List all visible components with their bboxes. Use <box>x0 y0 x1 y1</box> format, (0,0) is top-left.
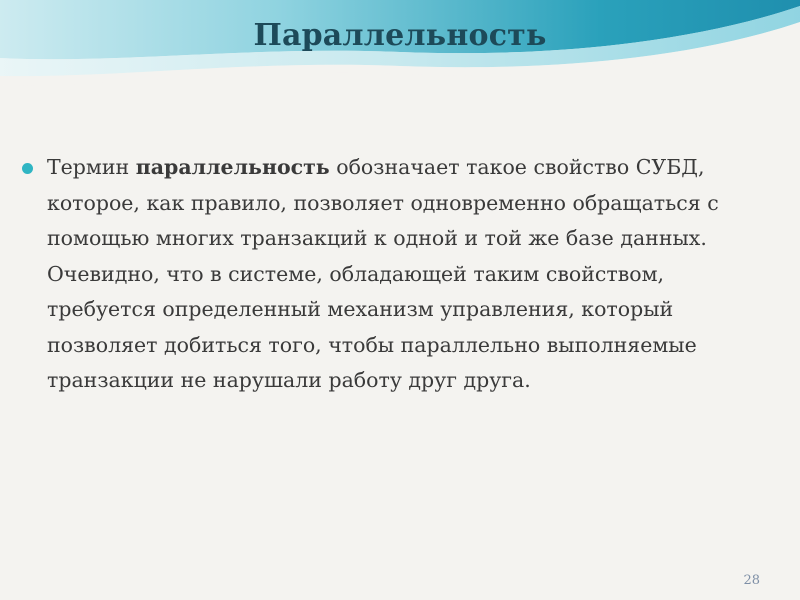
bullet-text <box>47 150 762 399</box>
page-number: 28 <box>743 573 760 588</box>
bullet-text-bold-term: параллельность <box>135 155 330 179</box>
bullet-text-before: Термин <box>47 155 136 179</box>
slide-title: Параллельность <box>253 18 547 53</box>
bullet-text-after: обозначает такое свойство СУБД, которое, как правило, позволяет одновременно обращаться с помощью многих транзакций к одной и той же базе данных. Очевидно, что в системе, обладающей таким свойством, требуется определенный механизм управления, который позволяет добиться того, чтобы параллельно выполняемые транзакции не нарушали работу друг друга. <box>47 155 719 392</box>
bullet-item <box>22 150 762 399</box>
bullet-dot-icon <box>22 163 33 174</box>
